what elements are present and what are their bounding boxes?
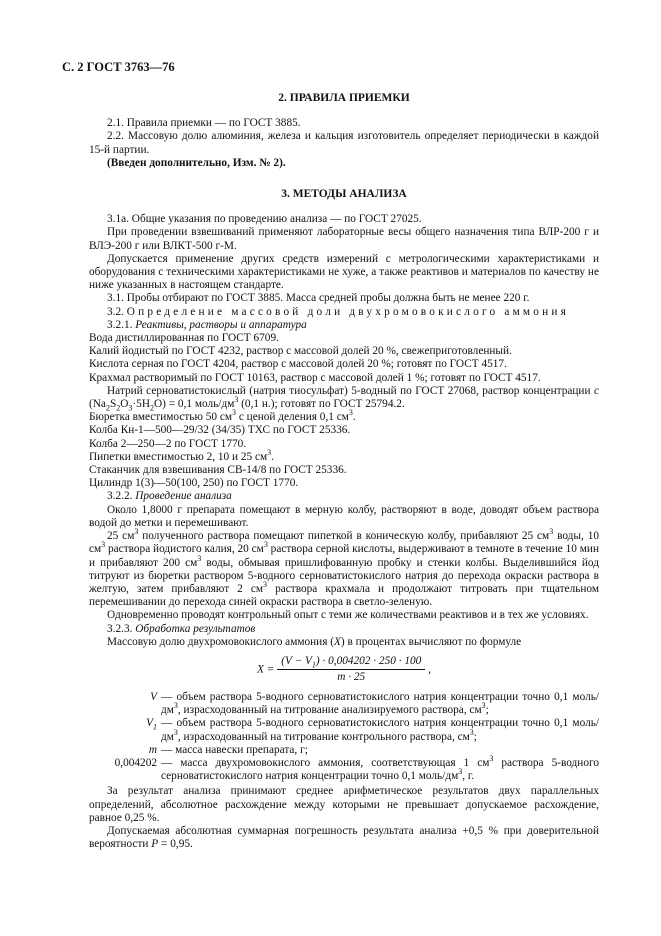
text: полученного раствора помещают пипеткой в коническую колбу, прибавляют 25 см: [138, 530, 550, 543]
apparatus-beaker: Стаканчик для взвешивания СВ-14/8 по ГОСТ 25336.: [89, 464, 347, 477]
formula-fraction: [277, 655, 425, 684]
text: (0,1 н.); готовят по ГОСТ 25794.2.: [238, 398, 405, 411]
text: , израсходованный на титрование контрольного раствора, см: [177, 730, 470, 743]
text: O) = 0,1 моль/дм: [153, 398, 235, 411]
clause-title: Реактивы, растворы и аппаратура: [135, 318, 307, 331]
clause-number: 3.2.3.: [107, 622, 136, 635]
text: ·5H: [132, 398, 150, 411]
text: воды, обмывая пришлифованную пробку и стенки колбы. Выделившийся йод титруют из бюретки раствором 5-водного серноватистокислого натрия до перехода окраски раствора в желтую, затем прибавляют 2 см: [89, 556, 599, 595]
superscript: 3: [101, 540, 106, 550]
analysis-step-3: Одновременно проводят контрольный опыт с теми же количествами реактивов и в тех же условиях.: [107, 609, 589, 622]
superscript: 3: [263, 540, 268, 550]
superscript: 3: [134, 527, 139, 537]
clause-number: 3.2.2.: [107, 490, 136, 503]
subscript: 3: [128, 403, 133, 413]
text: — объем раствора 5-водного серноватистокислого натрия концентрации точно 0,1 моль/дм: [161, 690, 599, 717]
amendment-note: (Введен дополнительно, Изм. № 2).: [107, 156, 286, 169]
paragraph-allowance: Допускается применение других средств измерений с метрологическими характеристиками и оборудования с техническими характеристиками не хуже, а также реактивов и материалов по качеству не ниже указанных в настоящем стандарте.: [89, 252, 599, 292]
subscript: 2: [116, 403, 121, 413]
definition-item: [89, 744, 599, 757]
clause-title-spaced: Определение массовой доли двухромовокислого аммония: [126, 305, 570, 318]
clause-title: Обработка результатов: [135, 622, 256, 635]
formula: [89, 655, 599, 683]
clause-number: 3.2.1.: [107, 318, 136, 331]
paragraph-weighing: При проведении взвешиваний применяют лабораторные весы общего назначения типа ВЛР-200 г и ВЛЭ-200 г или ВЛКТ-500 г-М.: [89, 226, 599, 252]
superscript: 3: [469, 727, 474, 737]
superscript: 3: [173, 701, 178, 711]
superscript: 3: [549, 527, 554, 537]
apparatus-burette: [89, 408, 599, 424]
text: — объем раствора 5-водного серноватистокислого натрия концентрации точно 0,1 моль/дм: [161, 717, 599, 743]
text: — масса двухромовокислого аммония, соответствующая 1 см: [161, 756, 490, 769]
text: V: [146, 717, 153, 730]
symbol: X: [334, 635, 341, 648]
paragraph-3-2-1: [89, 319, 599, 332]
text: ) в процентах вычисляют по формуле: [340, 635, 522, 648]
reagent-thiosulfate: [89, 385, 599, 411]
definition-text: [161, 691, 599, 717]
formula-trail: ,: [428, 663, 431, 676]
definition-symbol: [89, 757, 161, 783]
text: 25 см: [107, 530, 135, 543]
superscript: 3: [232, 408, 236, 418]
result-paragraph: За результат анализа принимают среднее арифметическое результатов двух параллельных определений, абсолютное расхождение между которыми не превышает допускаемое расхождение, равное 0,25 %.: [89, 785, 599, 824]
apparatus-flask-2: Колба 2—250—2 по ГОСТ 1770.: [89, 437, 247, 450]
analysis-step-2: [89, 527, 599, 609]
calculation-intro: [89, 636, 599, 649]
text: Натрий серноватистокислый (натрия тиосульфат) 5-водный по ГОСТ 27068, раствор концентрации: [107, 384, 594, 397]
text: Бюретка вместимостью 50 см: [89, 411, 232, 424]
text: , г.: [462, 770, 475, 783]
text: 0,004202: [114, 756, 157, 769]
text: V: [150, 690, 157, 703]
text: = 0,95.: [158, 838, 193, 851]
clause-title: Проведение анализа: [135, 490, 232, 503]
subscript: 1: [153, 722, 157, 732]
symbol: c: [593, 384, 599, 397]
text: ;: [485, 704, 489, 717]
subscript: 1: [311, 660, 316, 670]
text: раствора 5-водного серноватистокислого натрия концентрации точно 0,1 моль/дм: [161, 756, 599, 783]
definition-item: [89, 754, 599, 783]
superscript: 3: [481, 701, 486, 711]
formula-numerator: [277, 655, 425, 670]
definition-symbol: [89, 744, 161, 757]
paragraph-3-2-2: [89, 490, 599, 503]
text: раствора йодистого калия, 20 см: [105, 543, 264, 556]
superscript: 3: [234, 395, 239, 405]
text: .: [271, 450, 274, 463]
definition-symbol: [89, 691, 161, 717]
definition-symbol: [89, 717, 161, 743]
page-content: [89, 92, 599, 851]
paragraph-3-1a: 3.1а. Общие указания по проведению анализа — по ГОСТ 27025.: [107, 213, 422, 226]
text: (Na: [89, 398, 106, 411]
definition-text: [161, 754, 599, 783]
text: воды, 10 см: [89, 530, 599, 556]
subscript: 2: [149, 403, 154, 413]
text: Массовую долю двухромовокислого аммония (: [107, 635, 335, 648]
apparatus-cylinder: Цилиндр 1(3)—50(100, 250) по ГОСТ 1770.: [89, 477, 299, 490]
superscript: 3: [267, 448, 272, 458]
definition-text: [161, 717, 599, 743]
symbol: P: [151, 838, 159, 851]
text: S: [109, 398, 117, 411]
superscript: 3: [173, 727, 178, 737]
apparatus-pipettes: [89, 448, 599, 464]
reagent-acid: Кислота серная по ГОСТ 4204, раствор с массовой долей 20 %; готовят по ГОСТ 4517.: [89, 358, 507, 371]
analysis-step-1: Около 1,8000 г препарата помещают в мерную колбу, растворяют в воде, доводят объем раствора водой до метки и перемешивают.: [89, 503, 599, 529]
text: Пипетки вместимостью 2, 10 и 25 см: [89, 450, 268, 463]
definition-item: [89, 691, 599, 717]
superscript: 3: [263, 580, 268, 590]
definitions-list: [89, 691, 599, 783]
section-3-title: 3. МЕТОДЫ АНАЛИЗА: [281, 188, 407, 201]
definition-item: [89, 717, 599, 743]
text: .: [352, 411, 356, 424]
superscript: 3: [458, 767, 463, 777]
text: , израсходованный на титрование анализируемого раствора, см: [177, 704, 482, 717]
paragraph-3-2: [89, 306, 599, 319]
apparatus-flask-1: Колба Кн-1—500—29/32 (34/35) ТХС по ГОСТ 25336.: [89, 424, 351, 437]
reagent-starch: Крахмал растворимый по ГОСТ 10163, раствор с массовой долей 1 %; готовят по ГОСТ 4517.: [89, 371, 541, 384]
reagent-water: Вода дистиллированная по ГОСТ 6709.: [89, 332, 279, 345]
formula-denominator: m · 25: [337, 671, 366, 684]
paragraph-3-2-3: [89, 623, 599, 636]
formula-lhs: X =: [257, 663, 275, 676]
text: (V − V: [281, 654, 312, 667]
superscript: 3: [348, 408, 353, 418]
paragraph-3-1: 3.1. Пробы отбирают по ГОСТ 3885. Масса средней пробы должна быть не менее 220 г.: [107, 292, 530, 305]
text: ) · 0,004202 · 250 · 100: [315, 654, 422, 667]
paragraph-2-2: 2.2. Массовую долю алюминия, железа и кальция изготовитель определяет периодически в каждой 15-й партии.: [89, 130, 599, 156]
subscript: 2: [105, 403, 110, 413]
text: O: [120, 398, 129, 411]
reagent-ki: Калий йодистый по ГОСТ 4232, раствор с массовой долей 20 %, свежеприготовленный.: [89, 345, 512, 358]
superscript: 3: [489, 754, 494, 764]
page-header: С. 2 ГОСТ 3763—76: [62, 60, 175, 74]
text: m: [148, 743, 157, 756]
definition-text: [161, 744, 599, 757]
section-2-title: 2. ПРАВИЛА ПРИЕМКИ: [278, 92, 410, 104]
text: ;: [473, 730, 477, 743]
superscript: 3: [197, 553, 202, 563]
text: — масса навески препарата, г;: [161, 743, 308, 756]
text: с ценой деления 0,1 см: [236, 411, 349, 424]
text: раствора крахмала и продолжают титровать при тщательном перемешивании до перехода синей окраски раствора в светло-зеленую.: [89, 582, 599, 609]
paragraph-2-1: 2.1. Правила приемки — по ГОСТ 3885.: [107, 117, 301, 130]
text: Допускаемая абсолютная суммарная погрешность результата анализа +0,5 % при доверительной вероятности: [89, 824, 599, 851]
text: раствора серной кислоты, выдерживают в темноте в течение 10 мин и прибавляют 200 см: [89, 543, 599, 569]
error-paragraph: [89, 825, 599, 851]
clause-number: 3.2.: [107, 305, 127, 318]
